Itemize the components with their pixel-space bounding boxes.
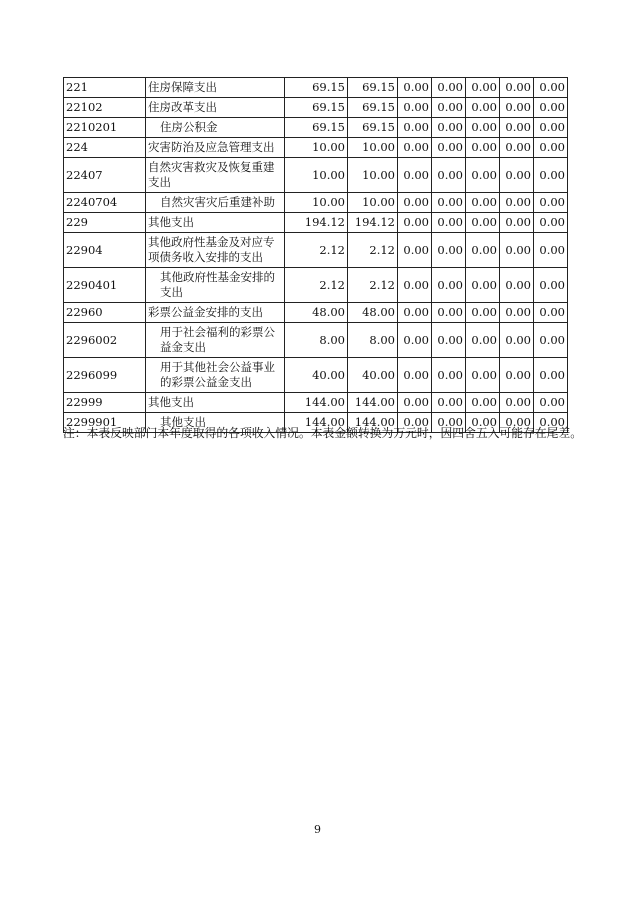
table-row: [64, 138, 568, 158]
amount-cell: 0.00: [500, 138, 534, 158]
table-row: [64, 78, 568, 98]
amount-cell: 0.00: [432, 193, 466, 213]
amount-cell: 0.00: [398, 118, 432, 138]
table-row: [64, 213, 568, 233]
amount-cell: 0.00: [534, 158, 568, 193]
subject-code-cell: 22960: [64, 303, 146, 323]
amount-cell: 0.00: [466, 98, 500, 118]
subject-name-cell: 彩票公益金安排的支出: [146, 303, 285, 323]
amount-cell: 0.00: [466, 358, 500, 393]
amount-cell: 0.00: [432, 413, 466, 433]
amount-cell: 0.00: [500, 303, 534, 323]
amount-cell: 0.00: [432, 118, 466, 138]
subject-name-cell: 自然灾害灾后重建补助: [146, 193, 285, 213]
amount-cell: 0.00: [398, 323, 432, 358]
subject-code-cell: 22407: [64, 158, 146, 193]
table-row: [64, 303, 568, 323]
amount-cell: 0.00: [432, 358, 466, 393]
amount-cell: 10.00: [285, 138, 348, 158]
amount-cell: 0.00: [534, 118, 568, 138]
amount-cell: 48.00: [285, 303, 348, 323]
amount-cell: 0.00: [432, 393, 466, 413]
amount-cell: 0.00: [534, 393, 568, 413]
amount-cell: 0.00: [500, 358, 534, 393]
amount-cell: 0.00: [432, 98, 466, 118]
amount-cell: 10.00: [285, 158, 348, 193]
table-row: [64, 158, 568, 193]
amount-cell: 0.00: [432, 233, 466, 268]
amount-cell: 0.00: [500, 213, 534, 233]
amount-cell: 0.00: [432, 78, 466, 98]
amount-cell: 0.00: [432, 268, 466, 303]
amount-cell: 0.00: [466, 78, 500, 98]
amount-cell: 0.00: [534, 323, 568, 358]
amount-cell: 0.00: [500, 158, 534, 193]
amount-cell: 0.00: [466, 213, 500, 233]
amount-cell: 0.00: [500, 268, 534, 303]
amount-cell: 144.00: [285, 413, 348, 433]
amount-cell: 144.00: [348, 413, 398, 433]
amount-cell: 0.00: [398, 193, 432, 213]
amount-cell: 144.00: [348, 393, 398, 413]
amount-cell: 0.00: [432, 303, 466, 323]
table-row: [64, 193, 568, 213]
subject-name-cell: 用于其他社会公益事业的彩票公益金支出: [146, 358, 285, 393]
amount-cell: 0.00: [398, 78, 432, 98]
amount-cell: 0.00: [500, 98, 534, 118]
subject-name-cell: 其他支出: [146, 213, 285, 233]
subject-name-cell: 其他政府性基金安排的支出: [146, 268, 285, 303]
amount-cell: 0.00: [534, 413, 568, 433]
amount-cell: 0.00: [432, 158, 466, 193]
subject-code-cell: 2296099: [64, 358, 146, 393]
amount-cell: 0.00: [432, 213, 466, 233]
amount-cell: 0.00: [398, 358, 432, 393]
amount-cell: 0.00: [466, 323, 500, 358]
table-row: [64, 358, 568, 393]
subject-name-cell: 用于社会福利的彩票公益金支出: [146, 323, 285, 358]
amount-cell: 0.00: [398, 138, 432, 158]
amount-cell: 8.00: [285, 323, 348, 358]
subject-code-cell: 22904: [64, 233, 146, 268]
table-row: [64, 323, 568, 358]
amount-cell: 0.00: [398, 98, 432, 118]
amount-cell: 0.00: [432, 138, 466, 158]
income-table: [63, 77, 568, 433]
subject-name-cell: 灾害防治及应急管理支出: [146, 138, 285, 158]
amount-cell: 69.15: [348, 118, 398, 138]
amount-cell: 69.15: [285, 78, 348, 98]
amount-cell: 0.00: [466, 303, 500, 323]
amount-cell: 69.15: [285, 118, 348, 138]
amount-cell: 144.00: [285, 393, 348, 413]
subject-code-cell: 229: [64, 213, 146, 233]
amount-cell: 0.00: [432, 323, 466, 358]
subject-code-cell: 22102: [64, 98, 146, 118]
subject-name-cell: 其他支出: [146, 393, 285, 413]
amount-cell: 0.00: [466, 413, 500, 433]
amount-cell: 2.12: [285, 233, 348, 268]
amount-cell: 69.15: [285, 98, 348, 118]
amount-cell: 0.00: [398, 158, 432, 193]
amount-cell: 0.00: [466, 138, 500, 158]
amount-cell: 194.12: [348, 213, 398, 233]
amount-cell: 0.00: [500, 78, 534, 98]
amount-cell: 0.00: [398, 213, 432, 233]
amount-cell: 0.00: [500, 393, 534, 413]
amount-cell: 0.00: [534, 138, 568, 158]
amount-cell: 0.00: [398, 303, 432, 323]
amount-cell: 0.00: [398, 413, 432, 433]
amount-cell: 0.00: [466, 158, 500, 193]
amount-cell: 0.00: [534, 213, 568, 233]
amount-cell: 0.00: [466, 393, 500, 413]
page-number: 9: [314, 823, 321, 836]
amount-cell: 0.00: [534, 358, 568, 393]
subject-name-cell: 住房改革支出: [146, 98, 285, 118]
amount-cell: 0.00: [500, 193, 534, 213]
table-row: [64, 393, 568, 413]
subject-name-cell: 其他政府性基金及对应专项债务收入安排的支出: [146, 233, 285, 268]
subject-code-cell: 2240704: [64, 193, 146, 213]
subject-name-cell: 住房保障支出: [146, 78, 285, 98]
amount-cell: 0.00: [534, 193, 568, 213]
amount-cell: 0.00: [534, 98, 568, 118]
amount-cell: 0.00: [398, 268, 432, 303]
subject-code-cell: 2299901: [64, 413, 146, 433]
table-row: [64, 233, 568, 268]
amount-cell: 0.00: [398, 393, 432, 413]
amount-cell: 0.00: [398, 233, 432, 268]
amount-cell: 0.00: [466, 193, 500, 213]
amount-cell: 2.12: [348, 268, 398, 303]
amount-cell: 0.00: [500, 118, 534, 138]
amount-cell: 0.00: [500, 323, 534, 358]
amount-cell: 0.00: [500, 233, 534, 268]
amount-cell: 10.00: [348, 193, 398, 213]
amount-cell: 2.12: [348, 233, 398, 268]
table-row: [64, 98, 568, 118]
amount-cell: 10.00: [348, 158, 398, 193]
amount-cell: 40.00: [348, 358, 398, 393]
amount-cell: 194.12: [285, 213, 348, 233]
amount-cell: 0.00: [466, 118, 500, 138]
amount-cell: 0.00: [534, 303, 568, 323]
amount-cell: 0.00: [466, 268, 500, 303]
amount-cell: 69.15: [348, 98, 398, 118]
subject-name-cell: 住房公积金: [146, 118, 285, 138]
amount-cell: 0.00: [534, 268, 568, 303]
subject-code-cell: 22999: [64, 393, 146, 413]
subject-code-cell: 2210201: [64, 118, 146, 138]
amount-cell: 10.00: [285, 193, 348, 213]
table-footnote: 注：本表反映部门本年度取得的各项收入情况。本表金额转换为万元时，因四舍五入可能存在尾差。: [63, 426, 583, 440]
amount-cell: 2.12: [285, 268, 348, 303]
amount-cell: 0.00: [500, 413, 534, 433]
amount-cell: 0.00: [466, 233, 500, 268]
amount-cell: 69.15: [348, 78, 398, 98]
subject-name-cell: 其他支出: [146, 413, 285, 433]
subject-code-cell: 221: [64, 78, 146, 98]
amount-cell: 40.00: [285, 358, 348, 393]
amount-cell: 8.00: [348, 323, 398, 358]
table-row: [64, 268, 568, 303]
subject-code-cell: 224: [64, 138, 146, 158]
amount-cell: 10.00: [348, 138, 398, 158]
amount-cell: 0.00: [534, 233, 568, 268]
subject-name-cell: 自然灾害救灾及恢复重建支出: [146, 158, 285, 193]
subject-code-cell: 2296002: [64, 323, 146, 358]
subject-code-cell: 2290401: [64, 268, 146, 303]
amount-cell: 48.00: [348, 303, 398, 323]
amount-cell: 0.00: [534, 78, 568, 98]
table-row: [64, 118, 568, 138]
